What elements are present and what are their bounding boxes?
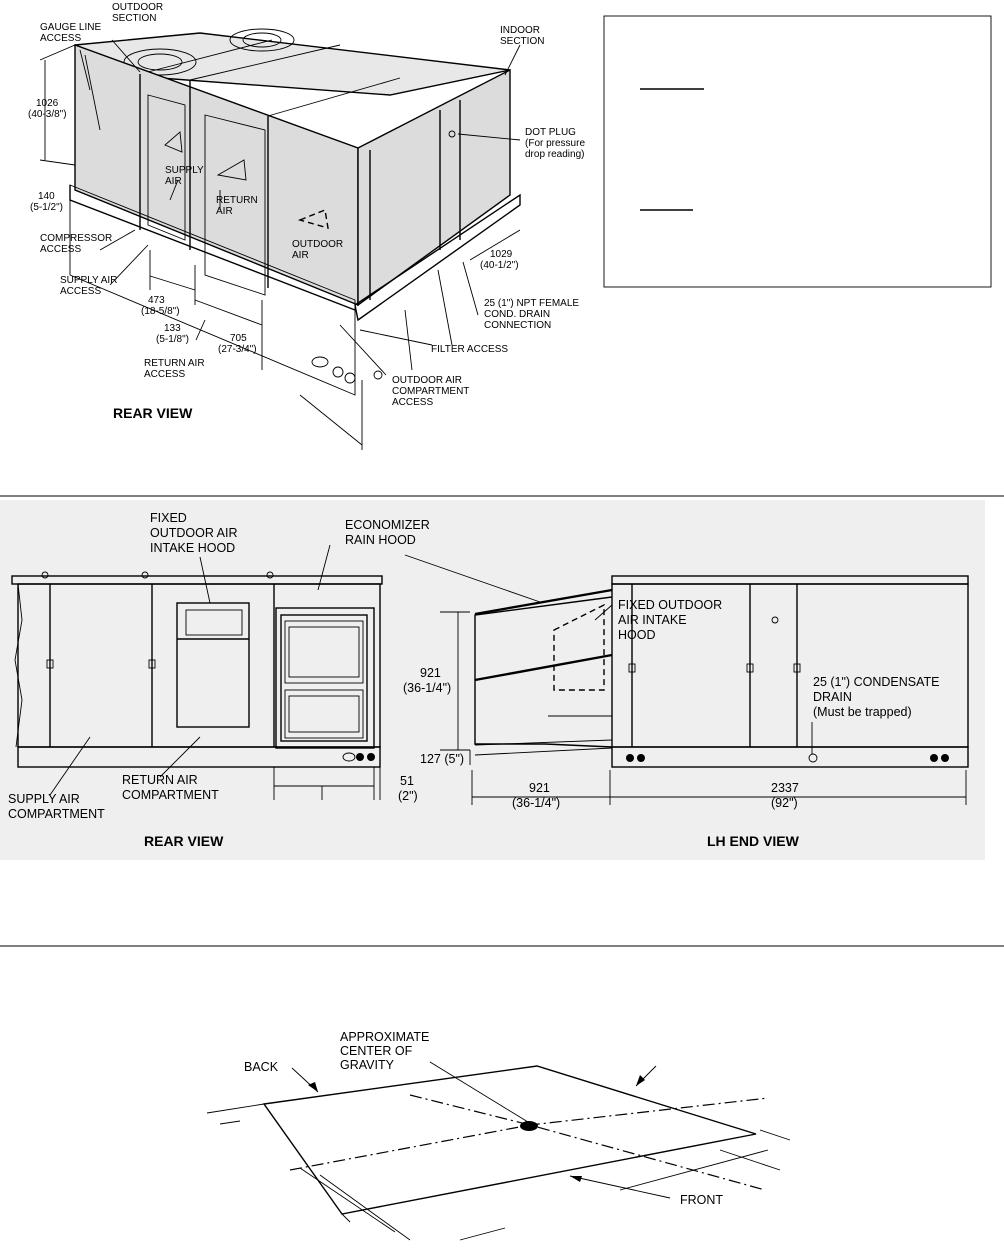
dimension-140-label: 140 (5-1/2") [30, 191, 64, 213]
condensate-drain-label: 25 (1") CONDENSATE DRAIN (Must be trapped) [813, 675, 940, 719]
economizer-rain-hood-label: ECONOMIZER RAIN HOOD [345, 518, 430, 547]
dimension-921-horizontal-label: 921 (36-1/4") [512, 781, 561, 810]
dimension-473-label: 473 (18-5/8") [141, 295, 180, 317]
dot-plug-label: DOT PLUG (For pressure drop reading) [525, 127, 586, 160]
supply-air-compartment-label: SUPPLY AIR COMPARTMENT [8, 792, 105, 821]
middle-rear-view-title: REAR VIEW [144, 833, 224, 849]
return-air-access-label: RETURN AIR ACCESS [144, 358, 205, 380]
dimension-127-label: 127 (5") [420, 752, 465, 766]
dimension-2337-label: 2337 (92") [771, 781, 799, 810]
dimension-1029-label: 1029 (40-1/2") [480, 249, 519, 271]
dimension-921-vertical-label: 921 (36-1/4") [403, 666, 452, 695]
fixed-intake-hood-lh-label: FIXED OUTDOOR AIR INTAKE HOOD [618, 598, 723, 642]
return-air-compartment-label: RETURN AIR COMPARTMENT [122, 773, 219, 802]
outdoor-section-label: OUTDOOR SECTION [112, 2, 164, 24]
cg-marker [520, 1121, 538, 1131]
note-box [604, 16, 991, 287]
outdoor-air-compartment-access-label: OUTDOOR AIR COMPARTMENT ACCESS [392, 375, 470, 408]
supply-air-access-label: SUPPLY AIR ACCESS [60, 275, 118, 297]
dimension-133-label: 133 (5-1/8") [156, 323, 190, 345]
compressor-access-label: COMPRESSOR ACCESS [40, 233, 113, 255]
filter-access-label: FILTER ACCESS [431, 344, 509, 355]
bottom-view-labels [244, 1030, 723, 1207]
top-rear-view-title: REAR VIEW [113, 405, 193, 421]
front-label: FRONT [680, 1193, 724, 1207]
supply-air-label: SUPPLY AIR [165, 165, 204, 187]
indoor-section-label: INDOOR SECTION [500, 25, 545, 47]
back-label: BACK [244, 1060, 279, 1074]
dimension-1026-label: 1026 (40-3/8") [28, 98, 67, 120]
lh-end-view-title: LH END VIEW [707, 833, 799, 849]
drain-connection-label: 25 (1") NPT FEMALE COND. DRAIN CONNECTION [484, 298, 580, 331]
outdoor-air-label: OUTDOOR AIR [292, 239, 344, 261]
gauge-line-access-label: GAUGE LINE ACCESS [40, 22, 102, 44]
center-of-gravity-label: APPROXIMATE CENTER OF GRAVITY [340, 1030, 430, 1072]
fixed-intake-hood-label: FIXED OUTDOOR AIR INTAKE HOOD [150, 511, 238, 555]
dimension-51-label: 51 (2") [398, 774, 418, 803]
return-air-label: RETURN AIR [216, 195, 258, 217]
center-of-gravity-drawing [207, 1062, 790, 1240]
dimension-705-label: 705 (27-3/4") [218, 333, 257, 355]
